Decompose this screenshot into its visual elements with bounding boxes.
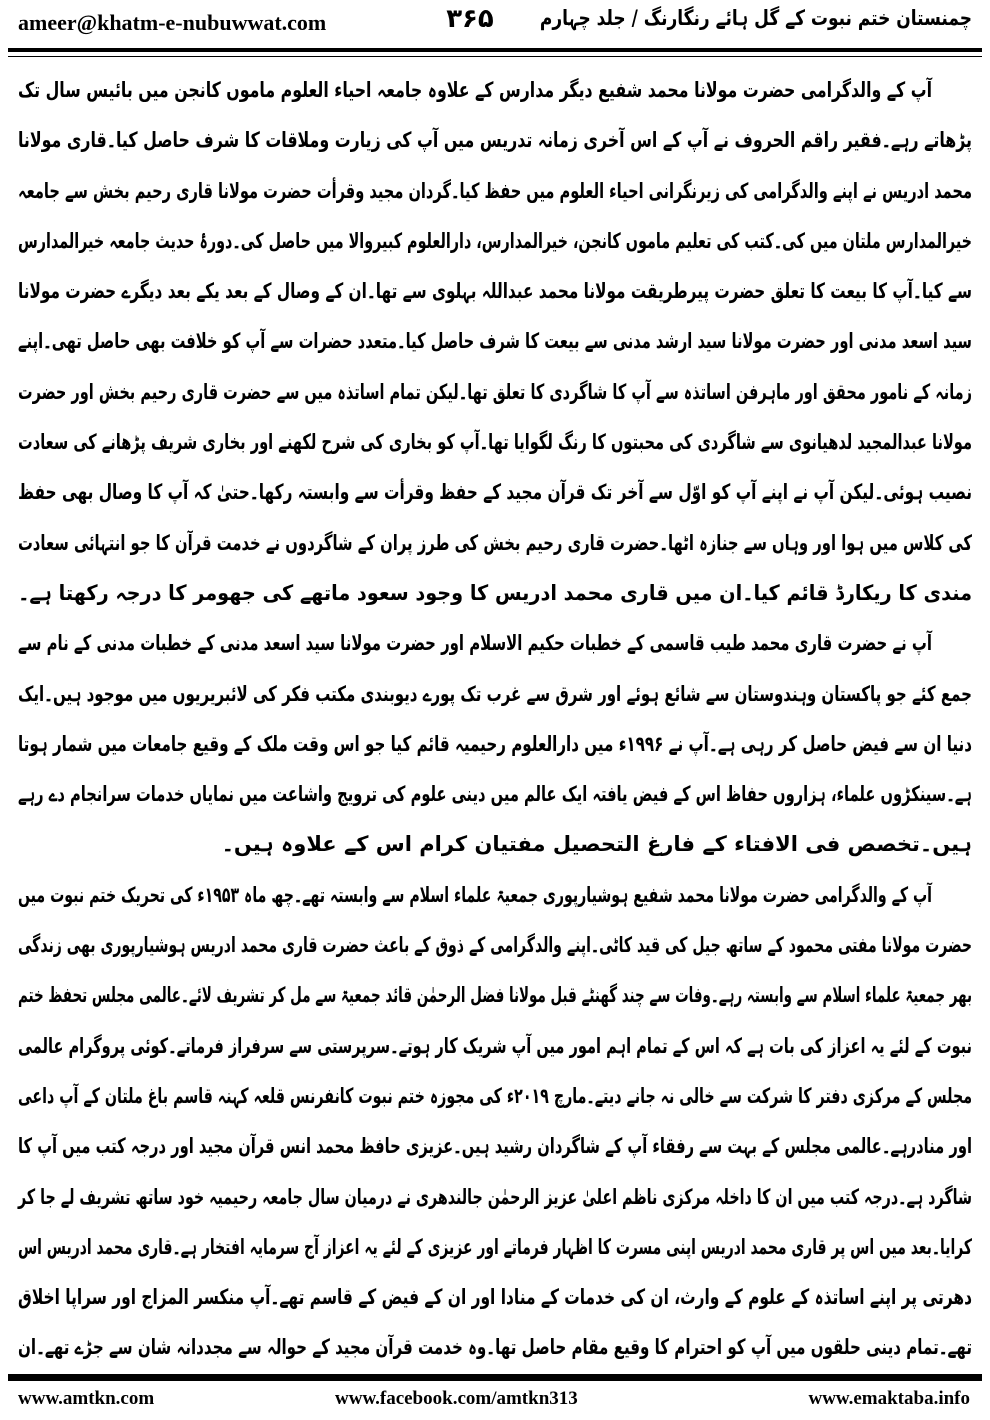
text-line: جمع کئے جو پاکستان وہندوستان سے شائع ہوئے اور شرق سے غرب تک پورے دیوبندی مکتب فکر کی لائبریریوں میں موجود ہیں۔ایک bbox=[18, 681, 972, 706]
text-line: آپ کے والدگرامی حضرت مولانا محمد شفیع ہوشیارپوری جمعیۃ علماء اسلام سے وابستہ تھے۔چھ ماہ ۱۹۵۳ء کی تحریک ختم نبوت میں bbox=[17, 882, 933, 907]
text-line: پڑھاتے رہے۔فقیر راقم الحروف نے آپ کے اس آخری زمانہ تدریس میں آپ کی زیارت وملاقات کا شرف حاصل کیا۔قاری مولانا bbox=[17, 128, 972, 153]
text-row bbox=[18, 470, 972, 520]
text-line: کرایا۔بعد میں اس پر قاری محمد ادریس اپنی مسرت کا اظہار فرماتے اور عزیزی کے لئے یہ اعزاز آج سرمایہ افتخار ہے۔قاری محمد ادریس اس bbox=[17, 1234, 972, 1259]
text-line: خیرالمدارس ملتان میں کی۔کتب کی تعلیم ماموں کانجن، خیرالمدارس، دارالعلوم کبیروالا میں حاصل کی۔دورۂ حدیث جامعہ خیرالمدارس bbox=[18, 228, 972, 253]
text-row bbox=[18, 1275, 972, 1325]
text-line: مولانا عبدالمجید لدھیانوی سے شاگردی کی محبتوں کا رنگ لگوایا تھا۔آپ کو بخاری کی شرح لکھنے اور بخاری شریف پڑھانے کی سعادت bbox=[18, 430, 972, 455]
text-row bbox=[18, 521, 972, 571]
text-row bbox=[18, 1074, 972, 1124]
text-row bbox=[18, 722, 972, 772]
footer-link-facebook[interactable]: www.facebook.com/amtkn313 bbox=[335, 1388, 578, 1409]
text-line: ہے۔سینکڑوں علماء، ہزاروں حفاظ اس کے فیض یافتہ ایک عالم میں دینی علوم کی ترویج واشاعت میں نمایاں خدمات سرانجام دے رہے bbox=[17, 782, 972, 807]
footer-link-emaktaba[interactable]: www.emaktaba.info bbox=[808, 1388, 970, 1409]
text-row bbox=[18, 370, 972, 420]
text-row bbox=[18, 219, 972, 269]
text-line: دھرتی پر اپنے اساتذہ کے علوم کے وارث، ان کی خدمات کے منادا اور ان کے فیض کے قاسم تھے۔آپ منکسر المزاج اور سراپا اخلاق bbox=[18, 1285, 972, 1310]
text-line: تھے۔تمام دینی حلقوں میں آپ کو احترام کا وقیع مقام حاصل تھا۔وہ خدمت قرآن مجید کے حوالہ سے مجددانہ شان سے جڑے تھے۔ان bbox=[18, 1335, 972, 1360]
text-row bbox=[18, 1225, 972, 1275]
text-line: شاگرد ہے۔درجہ کتب میں ان کا داخلہ مرکزی ناظم اعلیٰ عزیز الرحمٰن جالندھری نے درمیان سال جامعہ رحیمیہ خود ساتھ تشریف لے جا کر bbox=[18, 1184, 972, 1209]
text-line: مجلس کے مرکزی دفتر کا شرکت سے خالی نہ جانے دیتے۔مارچ ۲۰۱۹ء کی مجوزہ ختم نبوت کانفرنس قلعہ کہنہ قاسم باغ ملتان کے آپ داعی bbox=[17, 1083, 972, 1108]
footer-rule bbox=[8, 1374, 982, 1381]
header-rule-thin bbox=[8, 56, 982, 57]
text-row bbox=[18, 873, 972, 923]
text-row bbox=[18, 169, 972, 219]
book-title-box bbox=[540, 6, 972, 46]
text-row bbox=[18, 68, 972, 118]
text-row bbox=[18, 1325, 972, 1375]
text-line: سے کیا۔آپ کا بیعت کا تعلق حضرت پیرطریقت مولانا محمد عبداللہ بہلوی سے تھا۔ان کے وصال کے بعد یکے بعد دیگرے حضرت مولانا bbox=[18, 279, 972, 304]
text-line: آپ کے والدگرامی حضرت مولانا محمد شفیع دیگر مدارس کے علاوہ جامعہ احیاء العلوم ماموں کانجن میں بائیس سال تک bbox=[18, 78, 932, 102]
text-line: سید اسعد مدنی اور حضرت مولانا سید ارشد مدنی سے بیعت کا شرف حاصل کیا۔متعدد حضرات سے آپ کو خلافت بھی حاصل تھی۔اپنے bbox=[18, 329, 972, 354]
text-line: کی کلاس میں ہوا اور وہاں سے جنازہ اٹھا۔حضرت قاری رحیم بخش کی طرز پران کے شاگردوں نے خدمت قرآن کا جو انتہائی سعادت bbox=[17, 530, 972, 555]
text-row bbox=[18, 822, 972, 872]
text-line: محمد ادریس نے اپنے والدگرامی کی زیرنگرانی احیاء العلوم میں حفظ کیا۔گردان مجید وقرأت حضرت مولانا قاری رحیم بخش سے جامعہ bbox=[18, 178, 972, 203]
text-line: ہیں۔تخصص فی الافتاء کے فارغ التحصیل مفتیان کرام اس کے علاوہ ہیں۔ bbox=[221, 832, 972, 857]
book-title: چمنستان ختم نبوت کے گل ہائے رنگارنگ / جلد چہارم bbox=[539, 6, 972, 30]
text-row bbox=[18, 1024, 972, 1074]
text-line: دنیا ان سے فیض حاصل کر رہی ہے۔آپ نے ۱۹۹۶ء میں دارالعلوم رحیمیہ قائم کیا جو اس وقت ملک کے وقیع جامعات میں شمار ہوتا bbox=[17, 731, 972, 756]
text-row bbox=[18, 118, 972, 168]
header-email: ameer@khatm-e-nubuwwat.com bbox=[18, 10, 327, 35]
page-header bbox=[0, 0, 990, 60]
page-number: ۳۶۵ bbox=[446, 4, 494, 34]
page-body-text bbox=[18, 68, 972, 1376]
text-row bbox=[18, 269, 972, 319]
text-row bbox=[18, 923, 972, 973]
text-row bbox=[18, 973, 972, 1023]
text-line: زمانہ کے نامور محقق اور ماہرفن اساتذہ سے آپ کا شاگردی کا تعلق تھا۔لیکن تمام اساتذہ میں سے حضرت قاری رحیم بخش اور حضرت bbox=[18, 379, 972, 404]
header-rule-thick bbox=[8, 48, 982, 52]
text-line: نصیب ہوئی۔لیکن آپ نے اپنے آپ کو اوّل سے آخر تک قرآن مجید کے حفظ وقرأت سے وابستہ رکھا۔حتیٰ کہ آپ کا وصال بھی حفظ bbox=[18, 480, 972, 505]
text-row bbox=[18, 672, 972, 722]
text-line: اور منادرہے۔عالمی مجلس کے بہت سے رفقاء آپ کے شاگردان رشید ہیں۔عزیزی حافظ محمد انس قرآن مجید اور درجہ کتب میں آپ کا bbox=[18, 1134, 972, 1159]
text-row bbox=[18, 1175, 972, 1225]
text-line: آپ نے حضرت قاری محمد طیب قاسمی کے خطبات حکیم الاسلام اور حضرت مولانا سید اسعد مدنی کے خطبات مدنی کے نام سے bbox=[18, 631, 932, 656]
text-line: نبوت کے لئے یہ اعزاز کی بات ہے کہ اس کے تمام اہم امور میں آپ شریک کار ہوتے۔سرپرستی سے سرفراز فرماتے۔کوئی پروگرام عالمی bbox=[18, 1033, 972, 1058]
text-row bbox=[18, 621, 972, 671]
text-row bbox=[18, 1124, 972, 1174]
text-line: بھر جمعیۃ علماء اسلام سے وابستہ رہے۔وفات سے چند گھنٹے قبل مولانا فضل الرحمٰن قائد جمعیۃ سے مل کر تشریف لائے۔عالمی مجلس تحفظ ختم bbox=[17, 983, 972, 1008]
text-line: مندی کا ریکارڈ قائم کیا۔ان میں قاری محمد ادریس کا وجود سعود ماتھے کی جھومر کا درجہ رکھتا ہے۔ bbox=[18, 580, 972, 605]
text-row bbox=[18, 420, 972, 470]
text-row bbox=[18, 319, 972, 369]
text-row bbox=[18, 772, 972, 822]
footer-link-amtkn[interactable]: www.amtkn.com bbox=[18, 1388, 155, 1409]
text-row bbox=[18, 571, 972, 621]
text-line: حضرت مولانا مفتی محمود کے ساتھ جیل کی قید کاٹی۔اپنے والدگرامی کے ذوق کے باعث حضرت قاری محمد ادریس ہوشیارپوری بھی زندگی bbox=[17, 933, 972, 958]
